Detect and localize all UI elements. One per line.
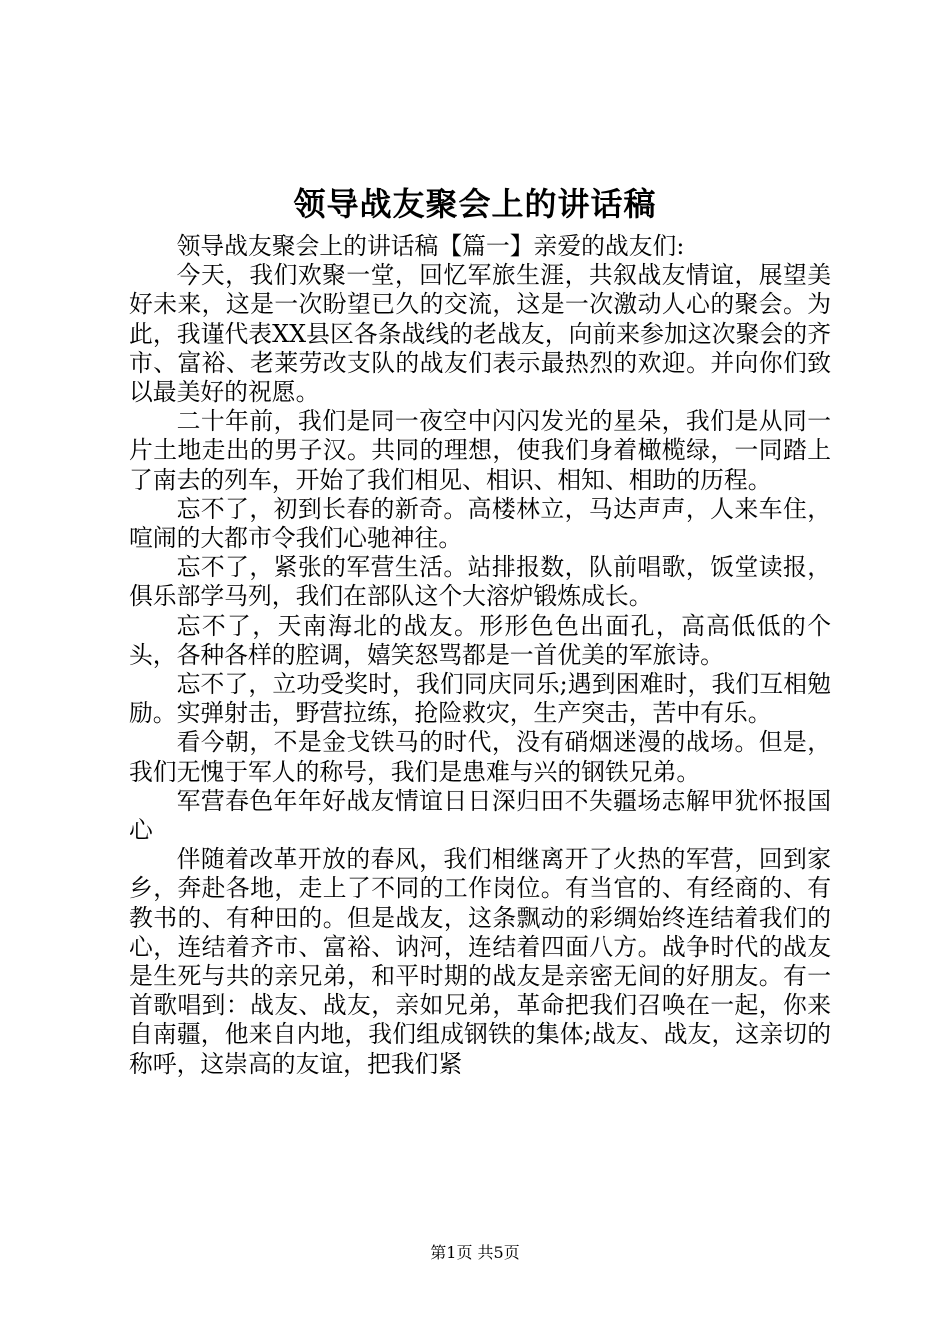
paragraph: 忘不了，紧张的军营生活。站排报数，队前唱歌，饭堂读报，俱乐部学马列，我们在部队这个大溶炉锻炼成长。: [129, 553, 831, 611]
paragraph: 忘不了，初到长春的新奇。高楼林立，马达声声，人来车住，喧闹的大都市令我们心驰神往。: [129, 494, 831, 553]
page-title: 领导战友聚会上的讲话稿: [293, 185, 657, 223]
document-body: [129, 232, 831, 1079]
paragraph: 忘不了，天南海北的战友。形形色色出面孔，高高低低的个头，各种各样的腔调，嬉笑怒骂都是一首优美的军旅诗。: [129, 611, 831, 669]
paragraph: 忘不了，立功受奖时，我们同庆同乐;遇到困难时，我们互相勉励。实弹射击，野营拉练，抢险救灾，生产突击，苦中有乐。: [129, 670, 831, 728]
paragraph: 二十年前，我们是同一夜空中闪闪发光的星朵，我们是从同一片土地走出的男子汉。共同的理想，使我们身着橄榄绿，一同踏上了南去的列车，开始了我们相见、相识、相知、相助的历程。: [129, 407, 831, 494]
page-footer: 第1页 共5页: [430, 1243, 520, 1262]
paragraph: 看今朝，不是金戈铁马的时代，没有硝烟迷漫的战场。但是，我们无愧于军人的称号，我们是患难与兴的钢铁兄弟。: [129, 728, 831, 786]
paragraph: 今天，我们欢聚一堂，回忆军旅生涯，共叙战友情谊，展望美好未来，这是一次盼望已久的交流，这是一次激动人心的聚会。为此，我谨代表XX县区各条战线的老战友，向前来参加这次聚会的齐市、富裕、老莱劳改支队的战友们表示最热烈的欢迎。并向你们致以最美好的祝愿。: [129, 261, 831, 407]
paragraph: 伴随着改革开放的春风，我们相继离开了火热的军营，回到家乡，奔赴各地，走上了不同的工作岗位。有当官的、有经商的、有教书的、有种田的。但是战友，这条飘动的彩绸始终连结着我们的心，连结着齐市、富裕、讷河，连结着四面八方。战争时代的战友是生死与共的亲兄弟，和平时期的战友是亲密无间的好朋友。有一首歌唱到：战友、战友，亲如兄弟，革命把我们召唤在一起，你来自南疆，他来自内地，我们组成钢铁的集体;战友、战友，这亲切的称呼，这崇高的友谊，把我们紧: [129, 845, 831, 1078]
paragraph: 领导战友聚会上的讲话稿【篇一】亲爱的战友们:: [176, 232, 685, 260]
paragraph: 军营春色年年好战友情谊日日深归田不失疆场志解甲犹怀报国心: [129, 786, 831, 845]
